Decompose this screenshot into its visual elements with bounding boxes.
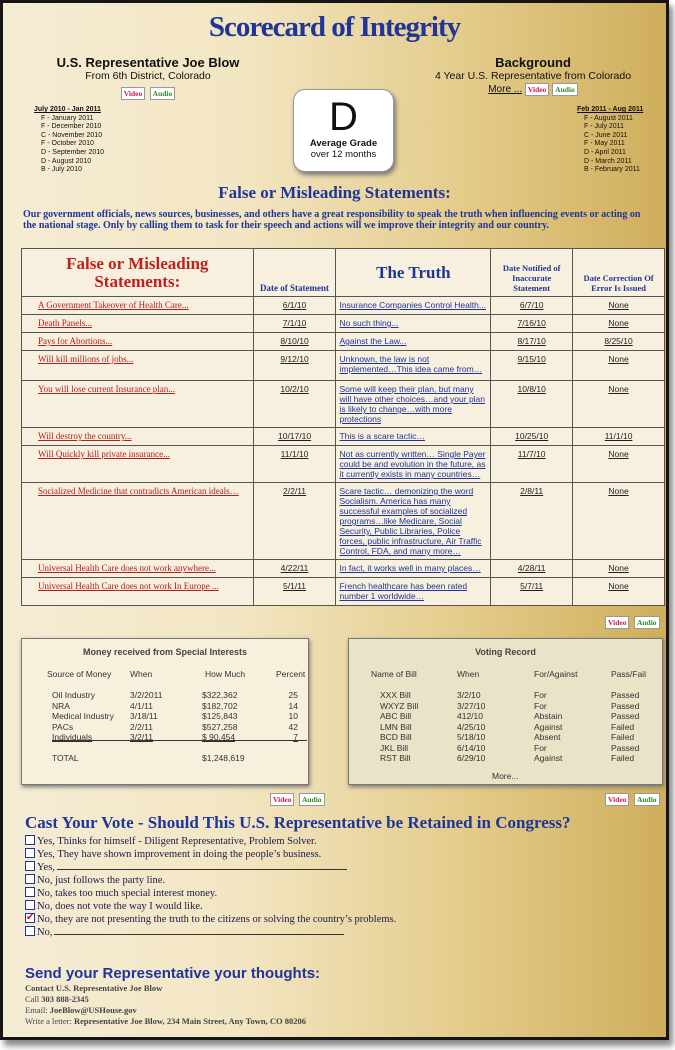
money-cell: 3/2/11 <box>130 732 154 742</box>
vote-record-cell: 4/25/10 <box>457 721 486 732</box>
write-in-line[interactable] <box>54 926 344 935</box>
money-panel <box>21 638 309 785</box>
history-item: D - August 2010 <box>41 157 92 165</box>
notified-date: 11/7/10 <box>491 446 573 483</box>
statement-link[interactable]: Will destroy the country... <box>22 428 254 446</box>
vote-checkbox[interactable] <box>25 861 35 871</box>
contact-heading: Send your Representative your thoughts: <box>25 965 321 982</box>
representative-name: U.S. Representative Joe Blow <box>56 55 240 70</box>
vote-record-cell: 3/2/10 <box>457 690 481 700</box>
vote-option-label: No, <box>37 927 53 938</box>
notified-date: 8/17/10 <box>491 333 573 351</box>
statement-link[interactable]: You will lose current Insurance plan... <box>22 381 254 428</box>
money-cell: 4/1/11 <box>130 700 154 711</box>
money-cell: 3/18/11 <box>130 711 158 721</box>
statement-date: 9/12/10 <box>253 351 336 381</box>
truth-link[interactable]: No such thing... <box>336 315 491 333</box>
video-button[interactable]: Video <box>525 83 549 96</box>
vote-option[interactable] <box>25 887 396 900</box>
notified-date: 5/7/11 <box>491 578 573 606</box>
vote-checkbox[interactable] <box>25 835 35 845</box>
vote-record-cell: For <box>534 690 547 700</box>
statements-table <box>21 248 665 606</box>
correction-date: None <box>573 315 665 333</box>
money-cell: 7 <box>293 732 298 742</box>
write-in-line[interactable] <box>57 861 347 870</box>
money-col-source: Source of Money <box>47 669 112 679</box>
money-cell: Individuals <box>52 732 93 742</box>
vote-record-cell: Passed <box>611 700 640 711</box>
background-text: 4 Year U.S. Representative from Colorado <box>434 70 632 82</box>
background-more-link[interactable]: More ... <box>488 84 523 95</box>
money-cell: 10 <box>288 711 298 721</box>
statement-link[interactable]: Socialized Medicine that contradicts American ideals… <box>22 483 254 560</box>
correction-date: None <box>573 446 665 483</box>
audio-button[interactable]: Audio <box>634 616 660 629</box>
money-total-label: TOTAL <box>52 753 79 763</box>
audio-button[interactable]: Audio <box>634 793 660 806</box>
contact-line: Contact U.S. Representative Joe Blow <box>25 983 163 993</box>
statement-link[interactable]: Will kill millions of jobs... <box>22 351 254 381</box>
contact-email[interactable]: JoeBlow@USHouse.gov <box>49 1005 137 1015</box>
correction-date: 8/25/10 <box>573 333 665 351</box>
money-col-when: When <box>130 669 153 679</box>
audio-button[interactable]: Audio <box>150 87 176 100</box>
money-cell: Medical Industry <box>52 711 114 721</box>
correction-date: None <box>573 381 665 428</box>
money-cell: $ 90,454 <box>202 732 236 742</box>
voting-more-link[interactable]: More... <box>492 771 519 781</box>
vote-option[interactable] <box>25 913 396 926</box>
average-grade-letter: D <box>329 95 358 139</box>
header-date: Date of Statement <box>253 249 336 297</box>
money-panel-title: Money received from Special Interests <box>82 647 248 657</box>
vote-record-cell: 6/14/10 <box>457 742 486 753</box>
money-col-amount: How Much <box>205 669 246 679</box>
vote-record-cell: Abstain <box>534 711 563 721</box>
vote-record-cell: For <box>534 742 547 753</box>
letter-label: Write a letter: <box>25 1016 72 1026</box>
statement-date: 10/17/10 <box>253 428 336 446</box>
voting-col-bill: Name of Bill <box>371 669 417 679</box>
truth-link[interactable]: This is a scare tactic… <box>336 428 491 446</box>
vote-record-cell: Failed <box>611 753 635 763</box>
statements-heading: False or Misleading Statements: <box>218 183 451 202</box>
vote-option-label: No, just follows the party line. <box>37 875 166 886</box>
video-button[interactable]: Video <box>121 87 145 100</box>
statement-date: 6/1/10 <box>253 297 336 315</box>
truth-link[interactable]: Against the Law... <box>336 333 491 351</box>
contact-phone[interactable]: 303 888-2345 <box>41 994 89 1004</box>
statement-link[interactable]: Death Panels... <box>22 315 254 333</box>
vote-checkbox[interactable] <box>25 900 35 910</box>
notified-date: 10/8/10 <box>491 381 573 428</box>
representative-info <box>43 55 253 101</box>
vote-option-label: No, takes too much special interest money. <box>37 888 218 899</box>
truth-link[interactable]: Insurance Companies Control Health... <box>336 297 491 315</box>
video-button[interactable]: Video <box>270 793 294 806</box>
audio-button[interactable]: Audio <box>299 793 325 806</box>
vote-record-cell: ABC Bill <box>380 711 412 721</box>
correction-date: 11/1/10 <box>573 428 665 446</box>
call-label: Call <box>25 994 40 1004</box>
statement-row <box>22 381 665 428</box>
vote-record-cell: RST Bill <box>380 753 411 763</box>
history-item: C - June 2011 <box>584 131 628 139</box>
statement-row <box>22 333 665 351</box>
vote-record-cell: 6/29/10 <box>457 753 486 763</box>
statement-date: 7/1/10 <box>253 315 336 333</box>
truth-link[interactable]: Scare tactic… demonizing the word Socialism. America has many successful examples of socialized programs…like Medicare, Social Security, Public Libraries, Police forces, public infrastructure, Air Traffic Control, FDA, and many more… <box>336 483 491 560</box>
vote-checkbox[interactable] <box>25 874 35 884</box>
statement-link[interactable]: Will Quickly kill private insurance... <box>22 446 254 483</box>
representative-district: From 6th District, Colorado <box>85 70 211 82</box>
truth-link[interactable]: Unknown, the law is not implemented…This idea came from… <box>336 351 491 381</box>
statement-row <box>22 483 665 560</box>
header-truth: The Truth <box>336 249 491 297</box>
money-total: $1,248,619 <box>202 753 245 763</box>
voting-col-when: When <box>457 669 480 679</box>
money-cell: 2/2/11 <box>130 721 154 732</box>
statement-row <box>22 315 665 333</box>
correction-date: None <box>573 560 665 578</box>
money-cell: 3/2/2011 <box>130 690 163 700</box>
notified-date: 4/28/11 <box>491 560 573 578</box>
truth-link[interactable]: In fact, it works well in many places… <box>336 560 491 578</box>
background-title: Background <box>495 55 571 70</box>
video-button[interactable]: Video <box>605 793 629 806</box>
vote-checkbox[interactable] <box>25 926 35 936</box>
header-correction: Date Correction Of Error Is Issued <box>573 249 665 297</box>
vote-record-cell: For <box>534 700 547 711</box>
audio-button[interactable]: Audio <box>552 83 578 96</box>
history-item: F - August 2011 <box>584 114 633 122</box>
truth-link[interactable]: Some will keep their plan, but many will have other choices…and your plan is likely to change…with more protections <box>336 381 491 428</box>
vote-record-cell: 3/27/10 <box>457 700 486 711</box>
vote-record-cell: BCD Bill <box>380 732 412 742</box>
history-item: D - September 2010 <box>41 148 105 156</box>
vote-record-cell: WXYZ Bill <box>380 700 419 711</box>
correction-date: None <box>573 351 665 381</box>
statement-date: 4/22/11 <box>253 560 336 578</box>
vote-option-label: Yes, Thinks for himself - Diligent Representative, Problem Solver. <box>37 836 317 847</box>
money-cell: $322,362 <box>202 690 238 700</box>
statement-row <box>22 578 665 606</box>
correction-date: None <box>573 483 665 560</box>
history-item: F - May 2011 <box>584 140 625 148</box>
history-item: D - April 2011 <box>584 148 626 156</box>
history-item: B - July 2010 <box>41 166 82 174</box>
contact-address: Representative Joe Blow, 234 Main Street, Any Town, CO 80206 <box>73 1016 307 1026</box>
statement-link[interactable]: Universal Health Care does not work In Europe ... <box>22 578 254 606</box>
money-cell: PACs <box>52 721 74 732</box>
statement-row <box>22 428 665 446</box>
average-grade-box <box>293 89 394 172</box>
truth-link[interactable]: French healthcare has been rated number 1 worldwide… <box>336 578 491 606</box>
correction-date: None <box>573 297 665 315</box>
vote-option[interactable] <box>25 861 396 874</box>
average-grade-label: Average Grade <box>309 138 378 149</box>
history-item: F - January 2011 <box>41 114 94 122</box>
money-cell: 25 <box>288 690 298 700</box>
voting-media-buttons <box>605 789 660 807</box>
vote-option-label: No, does not vote the way I would like. <box>37 901 203 912</box>
money-cell: $125,843 <box>202 711 238 721</box>
video-button[interactable]: Video <box>605 616 629 629</box>
vote-option-label: No, they are not presenting the truth to the citizens or solving the country’s problems. <box>37 914 397 925</box>
notified-date: 10/25/10 <box>491 428 573 446</box>
statement-date: 10/2/10 <box>253 381 336 428</box>
vote-checkbox[interactable] <box>25 848 35 858</box>
money-cell: 14 <box>288 700 298 711</box>
statement-row <box>22 560 665 578</box>
history-item: F - July 2011 <box>584 123 624 131</box>
statement-row <box>22 297 665 315</box>
voting-panel-title: Voting Record <box>475 647 536 657</box>
money-cell: $182,702 <box>202 700 238 711</box>
vote-record-cell: 412/10 <box>457 711 483 721</box>
vote-heading: Cast Your Vote - Should This U.S. Representative be Retained in Congress? <box>25 813 571 832</box>
statement-date: 11/1/10 <box>253 446 336 483</box>
history-item: D - March 2011 <box>584 157 632 165</box>
page-title: Scorecard of Integrity <box>208 11 461 43</box>
notified-date: 9/15/10 <box>491 351 573 381</box>
history-item: C - November 2010 <box>41 131 103 139</box>
vote-record-cell: LMN Bill <box>380 721 412 732</box>
background-info <box>423 55 643 96</box>
money-col-percent: Percent <box>276 669 306 679</box>
vote-record-cell: Against <box>534 753 563 763</box>
statement-date: 5/1/11 <box>253 578 336 606</box>
vote-option[interactable] <box>25 848 396 861</box>
statement-date: 2/2/11 <box>253 483 336 560</box>
money-cell: Oil Industry <box>52 690 95 700</box>
money-media-buttons <box>270 789 325 807</box>
voting-panel <box>348 638 663 785</box>
vote-option[interactable] <box>25 835 396 848</box>
vote-record-cell: Passed <box>611 690 640 700</box>
vote-option[interactable] <box>25 874 396 887</box>
vote-checkbox[interactable] <box>25 887 35 897</box>
vote-record-cell: XXX Bill <box>380 690 411 700</box>
contact-info <box>25 983 306 1027</box>
vote-record-cell: Against <box>534 721 563 732</box>
statement-link[interactable]: Universal Health Care does not work anywhere... <box>22 560 254 578</box>
history-left-header: July 2010 - Jan 2011 <box>34 106 101 113</box>
statement-link[interactable]: Pays for Abortions... <box>22 333 254 351</box>
money-total-rule <box>52 740 307 741</box>
email-label: Email: <box>25 1005 48 1015</box>
truth-link[interactable]: Not as currently written… Single Payer could be and evolution in the future, as it currently exists in many countries… <box>336 446 491 483</box>
grade-history-right <box>577 106 643 175</box>
correction-date: None <box>573 578 665 606</box>
notified-date: 6/7/10 <box>491 297 573 315</box>
vote-record-cell: Passed <box>611 742 640 753</box>
header-statement: False or Misleading Statements: <box>22 249 254 297</box>
vote-options <box>25 835 396 939</box>
money-cell: 42 <box>288 721 298 732</box>
vote-option-label: Yes, <box>37 862 55 873</box>
statement-date: 8/10/10 <box>253 333 336 351</box>
vote-option-label: Yes, They have shown improvement in doing the people’s business. <box>37 849 322 860</box>
money-cell: NRA <box>52 700 70 711</box>
voting-col-for-against: For/Against <box>534 669 578 679</box>
table-media-buttons <box>605 612 660 630</box>
history-item: F - December 2010 <box>41 123 102 131</box>
vote-option[interactable] <box>25 926 396 939</box>
history-right-header: Feb 2011 - Aug 2011 <box>577 106 644 113</box>
vote-record-cell: Failed <box>611 721 635 732</box>
statement-link[interactable]: A Government Takeover of Health Care... <box>22 297 254 315</box>
vote-record-cell: JKL Bill <box>380 742 409 753</box>
statement-row <box>22 351 665 381</box>
vote-option[interactable] <box>25 900 396 913</box>
vote-record-cell: Passed <box>611 711 640 721</box>
average-grade-subtitle: over 12 months <box>310 149 377 160</box>
intro-paragraph: Our government officials, news sources, businesses, and others have a great responsibility to speak the truth when influencing events or acting on the national stage. Only by calling them to task for their speech and actions will we improve their integrity and our country. <box>23 209 641 231</box>
notified-date: 2/8/11 <box>491 483 573 560</box>
vote-record-cell: Failed <box>611 732 635 742</box>
notified-date: 7/16/10 <box>491 315 573 333</box>
history-item: F - October 2010 <box>41 140 94 148</box>
grade-history-left <box>34 106 104 175</box>
header-notified: Date Notified of Inaccurate Statement <box>491 249 573 297</box>
vote-record-cell: Absent <box>534 732 561 742</box>
vote-checkbox[interactable] <box>25 913 35 923</box>
vote-record-cell: 5/18/10 <box>457 732 486 742</box>
history-item: B - February 2011 <box>584 166 640 174</box>
statement-row <box>22 446 665 483</box>
voting-col-pass-fail: Pass/Fail <box>611 669 646 679</box>
money-cell: $527,258 <box>202 721 238 732</box>
